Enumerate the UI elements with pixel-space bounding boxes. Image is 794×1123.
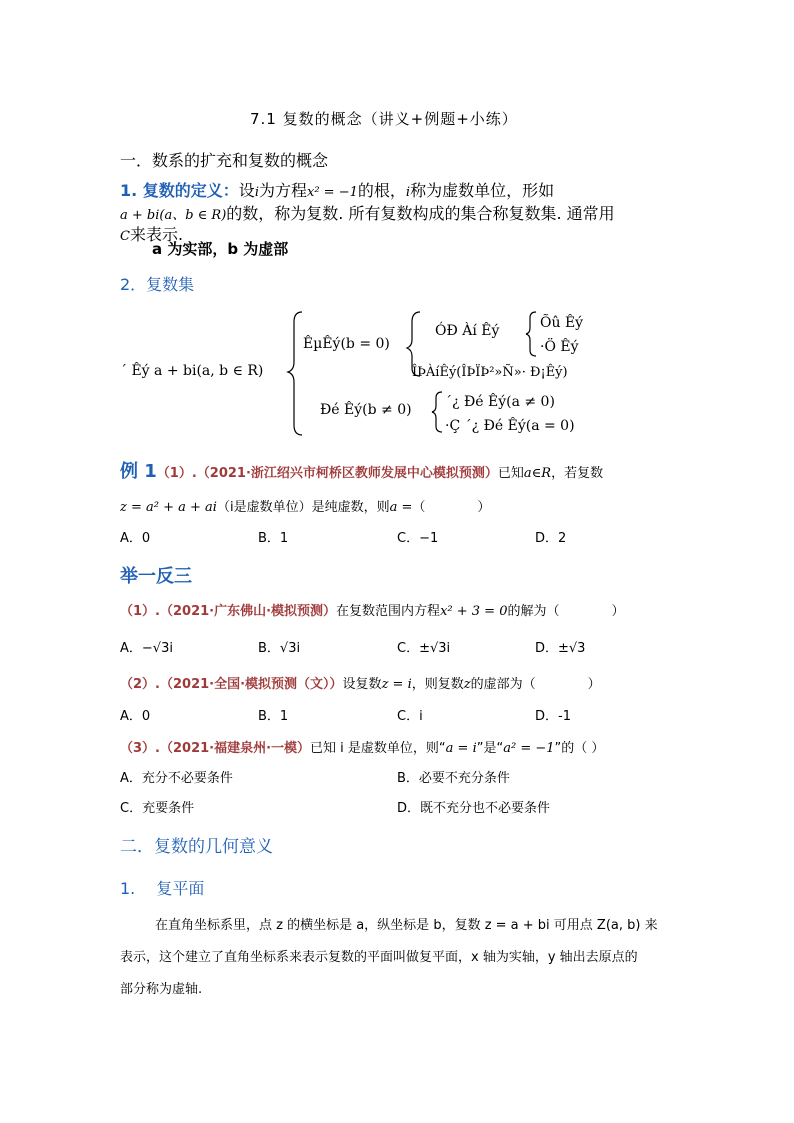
q2-z: z [463,677,471,692]
q2-text-c: 的虚部为（ ） [470,677,601,692]
diagram-rational-label: ÓÐ Àí Êý [435,323,500,339]
def-text-b: 为方程 [258,181,307,200]
complex-set-heading: 2．复数集 [120,275,195,294]
example1-text-c: （i是虚数单位）是纯虚数，则 [216,500,390,515]
q3-option-d: D．既不充分也不必要条件 [397,801,551,816]
example1-label: 例 1 [120,461,157,482]
def-set-symbol: C [120,229,130,244]
q1-option-a: A．−√3i [120,641,173,656]
q2-option-b: B．1 [258,709,289,724]
complex-classification-diagram [110,300,630,445]
complex-plane-para-line-2: 表示，这个建立了直角坐标系来表示复数的平面叫做复平面，x 轴为实轴，y 轴出去原点的 [120,950,638,965]
q3-text: 已知 i 是虚数单位，则“ [310,741,446,756]
practice-q1-line [120,600,624,619]
q2-option-c: C．i [397,709,423,724]
q3-source: （2021·福建泉州·一模） [159,741,311,756]
example1-condition: a∈R [523,466,552,481]
complex-plane-para-line-3: 部分称为虚轴. [120,982,203,997]
real-imag-note: a 为实部，b 为虚部 [152,240,289,258]
q2-text: 设复数 [342,677,382,692]
example1-equation: z = a² + a + ai [120,500,217,515]
complex-plane-para-line-1: 在直角坐标系里，点 z 的横坐标是 a，纵坐标是 b，复数 z = a + bi 可用点 Z(a, b) 来 [155,918,658,933]
q2-option-a: A．0 [120,709,151,724]
def-text-a: 设 [238,181,255,200]
definition-line-2 [120,201,615,224]
example1-option-c: C．−1 [397,531,439,546]
q1-text: 在复数范围内方程 [336,604,441,619]
q1-option-d: D．±√3 [535,641,586,656]
def-i-symbol-2: i [405,185,411,200]
q1-number: （1）. [120,604,160,619]
diagram-pure-imag-label: ´¿ Ðé Êý(a ≠ 0) [445,394,555,410]
section-heading-2: 二．复数的几何意义 [120,837,273,857]
practice-q3-line [120,737,604,756]
example1-source: （2021·浙江绍兴市柯桥区教师发展中心模拟预测） [196,466,498,481]
def-i-symbol: i [254,185,259,200]
definition-line-1 [120,178,554,201]
q1-option-b: B．√3i [258,641,301,656]
q3-equation-2: a² = −1 [503,741,555,756]
example1-number: （1）. [156,466,197,481]
example1-a-equals: a = [389,500,413,515]
diagram-rational-brace [526,312,536,356]
complex-plane-subheading: 1. 复平面 [120,879,205,898]
example1-option-d: D．2 [535,531,567,546]
def-text-d: 称为虚数单位，形如 [410,181,555,200]
def-equation: x² = −1 [307,185,358,200]
diagram-real-label: ÊµÊý(b = 0) [303,336,390,352]
q3-equation-1: a = i [445,741,477,756]
def-text-e: 的数，称为复数. 所有复数构成的集合称复数集. 通常用 [226,204,615,223]
diagram-fraction-label: ·Ö Êý [540,339,579,355]
q2-equation: z = i [381,677,412,692]
diagram-imag-label: Ðé Êý(b ≠ 0) [320,402,412,418]
example1-text-b: ，若复数 [551,466,604,481]
example1-text-a: 已知 [497,466,524,481]
diagram-nonpure-imag-label: ·Ç ´¿ Ðé Êý(a = 0) [445,418,575,434]
def-form: a + bi(a、b ∈ R) [120,208,227,223]
definition-label: 1. 复数的定义： [120,181,239,200]
practice-q2-line [120,673,601,692]
q1-text-b: 的解为（ ） [507,604,625,619]
example1-line2 [120,496,490,515]
diagram-irrational-label: ÎÞÀíÊý(ÎÞÏÞ²»Ñ»· Ð¡Êý) [412,365,568,380]
section-heading-1: 一．数系的扩充和复数的概念 [120,151,329,170]
q2-source: （2021·全国·模拟预测（文）） [159,677,343,692]
def-text-c: 的根， [357,181,406,200]
diagram-imag-brace [432,392,442,432]
q3-text-b: ”是“ [476,741,504,756]
q2-option-d: D．-1 [535,709,571,724]
q3-text-c: ”的（ ） [554,741,605,756]
q1-equation: x² + 3 = 0 [440,604,508,619]
practice-heading: 举一反三 [120,566,192,587]
example1-line1 [120,457,603,483]
q2-number: （2）. [120,677,160,692]
diagram-integer-label: Õû Êý [540,315,584,331]
example1-answer-blank: （ ） [412,500,491,515]
diagram-complex-label: ´ Êý a + bi(a, b ∈ R) [120,363,264,379]
q3-option-c: C．充要条件 [120,801,195,816]
q3-number: （3）. [120,741,160,756]
example1-option-b: B．1 [258,531,289,546]
q3-option-b: B．必要不充分条件 [397,771,510,786]
diagram-main-brace [288,312,302,435]
def-text-f: 来表示. [129,225,184,244]
q3-option-a: A．充分不必要条件 [120,771,233,786]
q1-source: （2021·广东佛山·模拟预测） [159,604,337,619]
example1-option-a: A．0 [120,531,151,546]
q2-text-b: ，则复数 [411,677,464,692]
page-title: 7.1 复数的概念（讲义+例题+小练） [250,110,518,128]
q1-option-c: C．±√3i [397,641,451,656]
